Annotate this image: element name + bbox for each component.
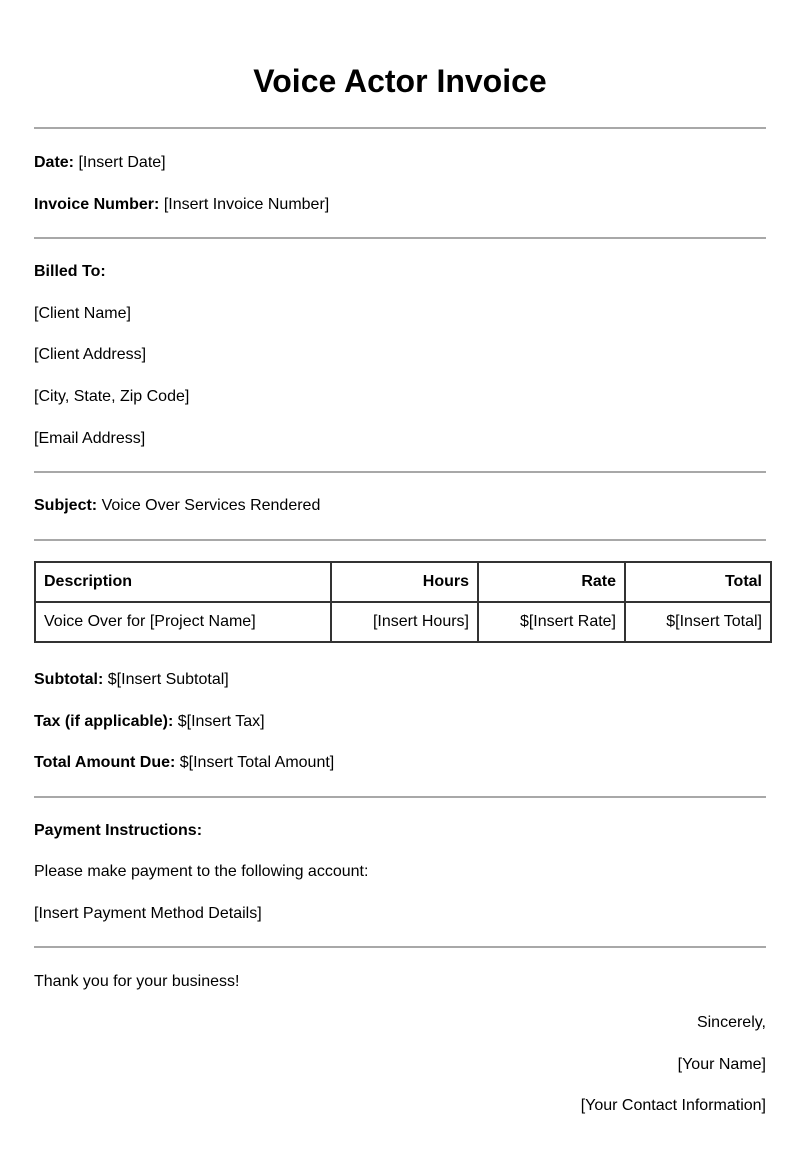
client-email: [Email Address] — [34, 430, 146, 447]
tax-line — [34, 712, 766, 732]
sign-off: Sincerely, — [696, 1014, 766, 1031]
cell-rate: $[Insert Rate] — [478, 602, 625, 642]
cell-total: $[Insert Total] — [625, 602, 771, 642]
invoice-number-line — [34, 195, 766, 215]
sender-name: [Your Name] — [677, 1056, 766, 1073]
subject-label: Subject: — [34, 497, 98, 514]
divider — [34, 796, 766, 798]
payment-instruction: Please make payment to the following account: — [34, 863, 369, 880]
tax-label: Tax (if applicable): — [34, 713, 174, 730]
divider — [34, 539, 766, 541]
invoice-title: Voice Actor Invoice — [253, 63, 547, 99]
subject-value: Voice Over Services Rendered — [101, 497, 321, 514]
column-header-rate: Rate — [478, 562, 625, 602]
date-line — [34, 153, 766, 173]
payment-details: [Insert Payment Method Details] — [34, 905, 262, 922]
sender-contact: [Your Contact Information] — [580, 1097, 766, 1114]
subtotal-label: Subtotal: — [34, 671, 104, 688]
thank-you-text: Thank you for your business! — [34, 973, 240, 990]
divider — [34, 471, 766, 473]
payment-heading — [34, 821, 766, 841]
invoice-number-value: [Insert Invoice Number] — [163, 196, 330, 213]
payment-label: Payment Instructions: — [34, 822, 203, 839]
invoice-number-label: Invoice Number: — [34, 196, 160, 213]
table-header-row — [35, 562, 771, 602]
column-header-description: Description — [35, 562, 331, 602]
billed-to-label: Billed To: — [34, 263, 106, 280]
client-name: [Client Name] — [34, 305, 131, 322]
client-city-state-zip: [City, State, Zip Code] — [34, 388, 190, 405]
total-due-value: $[Insert Total Amount] — [179, 754, 335, 771]
total-due-line — [34, 753, 766, 773]
subtotal-value: $[Insert Subtotal] — [107, 671, 229, 688]
column-header-hours: Hours — [331, 562, 478, 602]
line-items-table — [34, 561, 772, 643]
date-value: [Insert Date] — [78, 154, 166, 171]
divider — [34, 946, 766, 948]
divider — [34, 237, 766, 239]
cell-description: Voice Over for [Project Name] — [35, 602, 331, 642]
date-label: Date: — [34, 154, 75, 171]
column-header-total: Total — [625, 562, 771, 602]
client-address: [Client Address] — [34, 346, 147, 363]
table-row — [35, 602, 771, 642]
subtotal-line — [34, 670, 766, 690]
subject-line — [34, 496, 766, 516]
cell-hours: [Insert Hours] — [331, 602, 478, 642]
total-due-label: Total Amount Due: — [34, 754, 176, 771]
divider — [34, 127, 766, 129]
tax-value: $[Insert Tax] — [177, 713, 265, 730]
billed-to-heading — [34, 262, 766, 282]
